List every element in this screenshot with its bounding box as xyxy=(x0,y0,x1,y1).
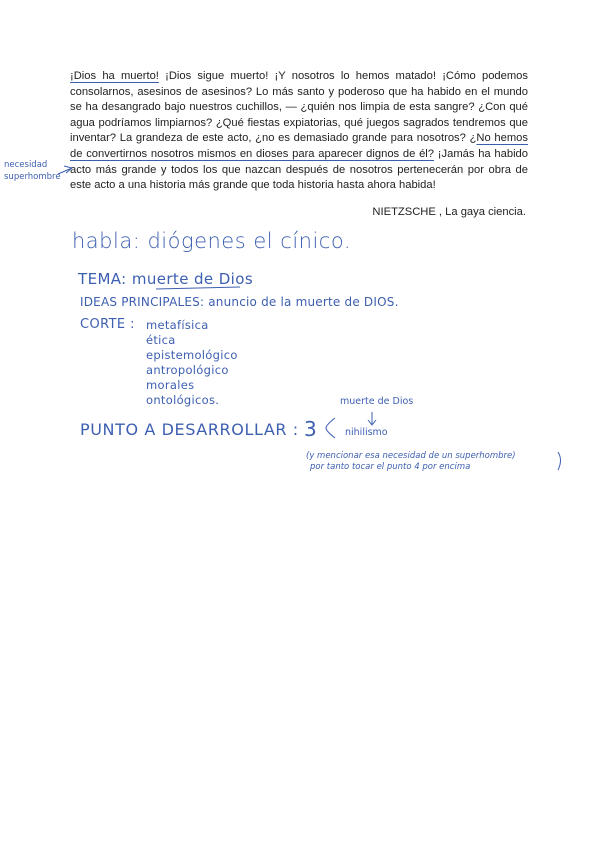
tema-value: muerte de Dios xyxy=(131,270,254,288)
margin-note-line2: superhombre xyxy=(4,172,61,182)
quote-underlined-question: No hemos de convertirnos nosotros mismos en dioses para aparecer dignos de él? xyxy=(70,132,528,160)
quote-source: NIETZSCHE , La gaya ciencia. xyxy=(372,206,526,218)
quote-text-part2: ¡Jamás ha habido acto más grande y todos los que nazcan después de nosotros pertenecerán por obra de este acto a una historia más grande que toda historia hasta ahora habida! xyxy=(70,147,529,192)
quote-underlined-opening: ¡Dios ha muerto! xyxy=(70,70,159,82)
margin-note-line1: necesidad xyxy=(4,160,48,170)
ideas-principales: IDEAS PRINCIPALES: anuncio de la muerte de DIOS. xyxy=(80,295,399,309)
tema-line xyxy=(78,270,253,288)
tema-label: TEMA: xyxy=(78,270,132,288)
paren-note-line2: por tanto tocar el punto 4 por encima xyxy=(310,462,471,472)
habla-heading: habla: diógenes el cínico. xyxy=(72,229,351,253)
branch-bracket xyxy=(326,418,335,438)
paren-close-curve xyxy=(558,452,561,470)
punto-a-desarrollar-label: PUNTO A DESARROLLAR : xyxy=(80,420,299,439)
punto-number: 3 xyxy=(304,417,317,441)
corte-item-epistemologico: epistemológico xyxy=(146,348,238,362)
quote-text-part1: ¡Dios sigue muerto! ¡Y nosotros lo hemos matado! ¡Cómo podemos consolarnos, asesinos de asesinos? Lo más santo y poderoso que ha habido en el mundo se ha desangrado bajo nuestros cuchillos, — ¿quién nos limpia de esta sangre? ¿Con qué agua podríamos limpiarnos? ¿Qué fiestas expiatorias, qué juegos sagrados tendremos que inventar? La grandeza de este acto, ¿no es demasiado grande para nosotros? ¿ xyxy=(70,70,528,145)
paren-note-line1: (y mencionar esa necesidad de un superhombre) xyxy=(306,451,516,461)
corte-item-morales: morales xyxy=(146,378,195,392)
corte-item-etica: ética xyxy=(146,333,176,347)
branch-muerte-de-dios: muerte de Dios xyxy=(340,396,414,407)
corte-item-metafisica: metafísica xyxy=(146,318,209,332)
corte-item-ontologicos: ontológicos. xyxy=(146,393,220,407)
branch-nihilismo: nihilismo xyxy=(345,427,388,438)
corte-label: CORTE : xyxy=(80,317,135,332)
corte-item-antropologico: antropológico xyxy=(146,363,229,377)
